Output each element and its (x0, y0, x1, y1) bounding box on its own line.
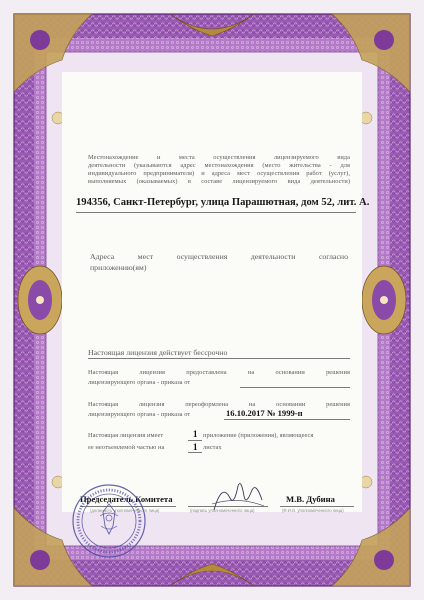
handwritten-signature (208, 476, 268, 516)
activity-addresses-line-2: приложению(ям) (90, 263, 147, 272)
appendix-line-2-right: листах (203, 444, 222, 451)
reissued-basis-underline (224, 419, 350, 420)
location-caption-line-1: Местонахождение и места осуществления лицензируемого вида (88, 154, 350, 161)
appendix-count: 1 (193, 429, 198, 439)
signatory-name: М.В. Дубина (286, 494, 335, 504)
official-stamp (70, 482, 148, 560)
activity-addresses-line-1: Адреса мест осуществления деятельности согласно (90, 252, 348, 261)
caption-position: (должность уполномоченного лица) (90, 508, 160, 513)
reissue-order-number: 16.10.2017 № 1999-п (226, 408, 303, 418)
location-caption-line-3: индивидуального предпринимателя) и адреса мест осуществления работ (услуг), (88, 170, 350, 177)
caption-name: (Ф.И.О. уполномоченного лица) (282, 508, 344, 513)
signature-line-name (280, 506, 354, 507)
reissued-basis-line-2: лицензирующего органа - приказа от (88, 411, 191, 418)
validity-underline (88, 358, 350, 359)
signatory-title: Председатель Комитета (80, 494, 173, 504)
location-caption-line-2: деятельности (указываются адрес местонахождения (место жительства - для (88, 162, 350, 169)
appendix-underline-1 (188, 440, 202, 441)
location-caption-line-4: выполняемых (оказываемых) в составе лицензируемого вида деятельности) (88, 178, 350, 185)
granted-basis-line-1: Настоящая лицензия предоставлена на основании решения (88, 369, 350, 376)
appendix-line-2-left: ее неотъемлемой частью на (88, 444, 165, 451)
granted-basis-line-2: лицензирующего органа - приказа от (88, 379, 191, 386)
caption-signature: (подпись уполномоченного лица) (190, 508, 255, 513)
validity-statement: Настоящая лицензия действует бессрочно (88, 348, 228, 357)
granted-basis-underline (240, 387, 350, 388)
appendix-underline-2 (188, 452, 202, 453)
reissued-basis-line-1: Настоящая лицензия переоформлена на основании решения (88, 401, 350, 408)
license-address: 194356, Санкт-Петербург, улица Парашютная, дом 52, лит. А. (76, 197, 370, 208)
appendix-line-1-right: приложение (приложения), являющееся (203, 432, 314, 439)
appendix-sheets-count: 1 (193, 442, 198, 452)
appendix-line-1-left: Настоящая лицензия имеет (88, 432, 164, 439)
address-underline (76, 212, 356, 213)
